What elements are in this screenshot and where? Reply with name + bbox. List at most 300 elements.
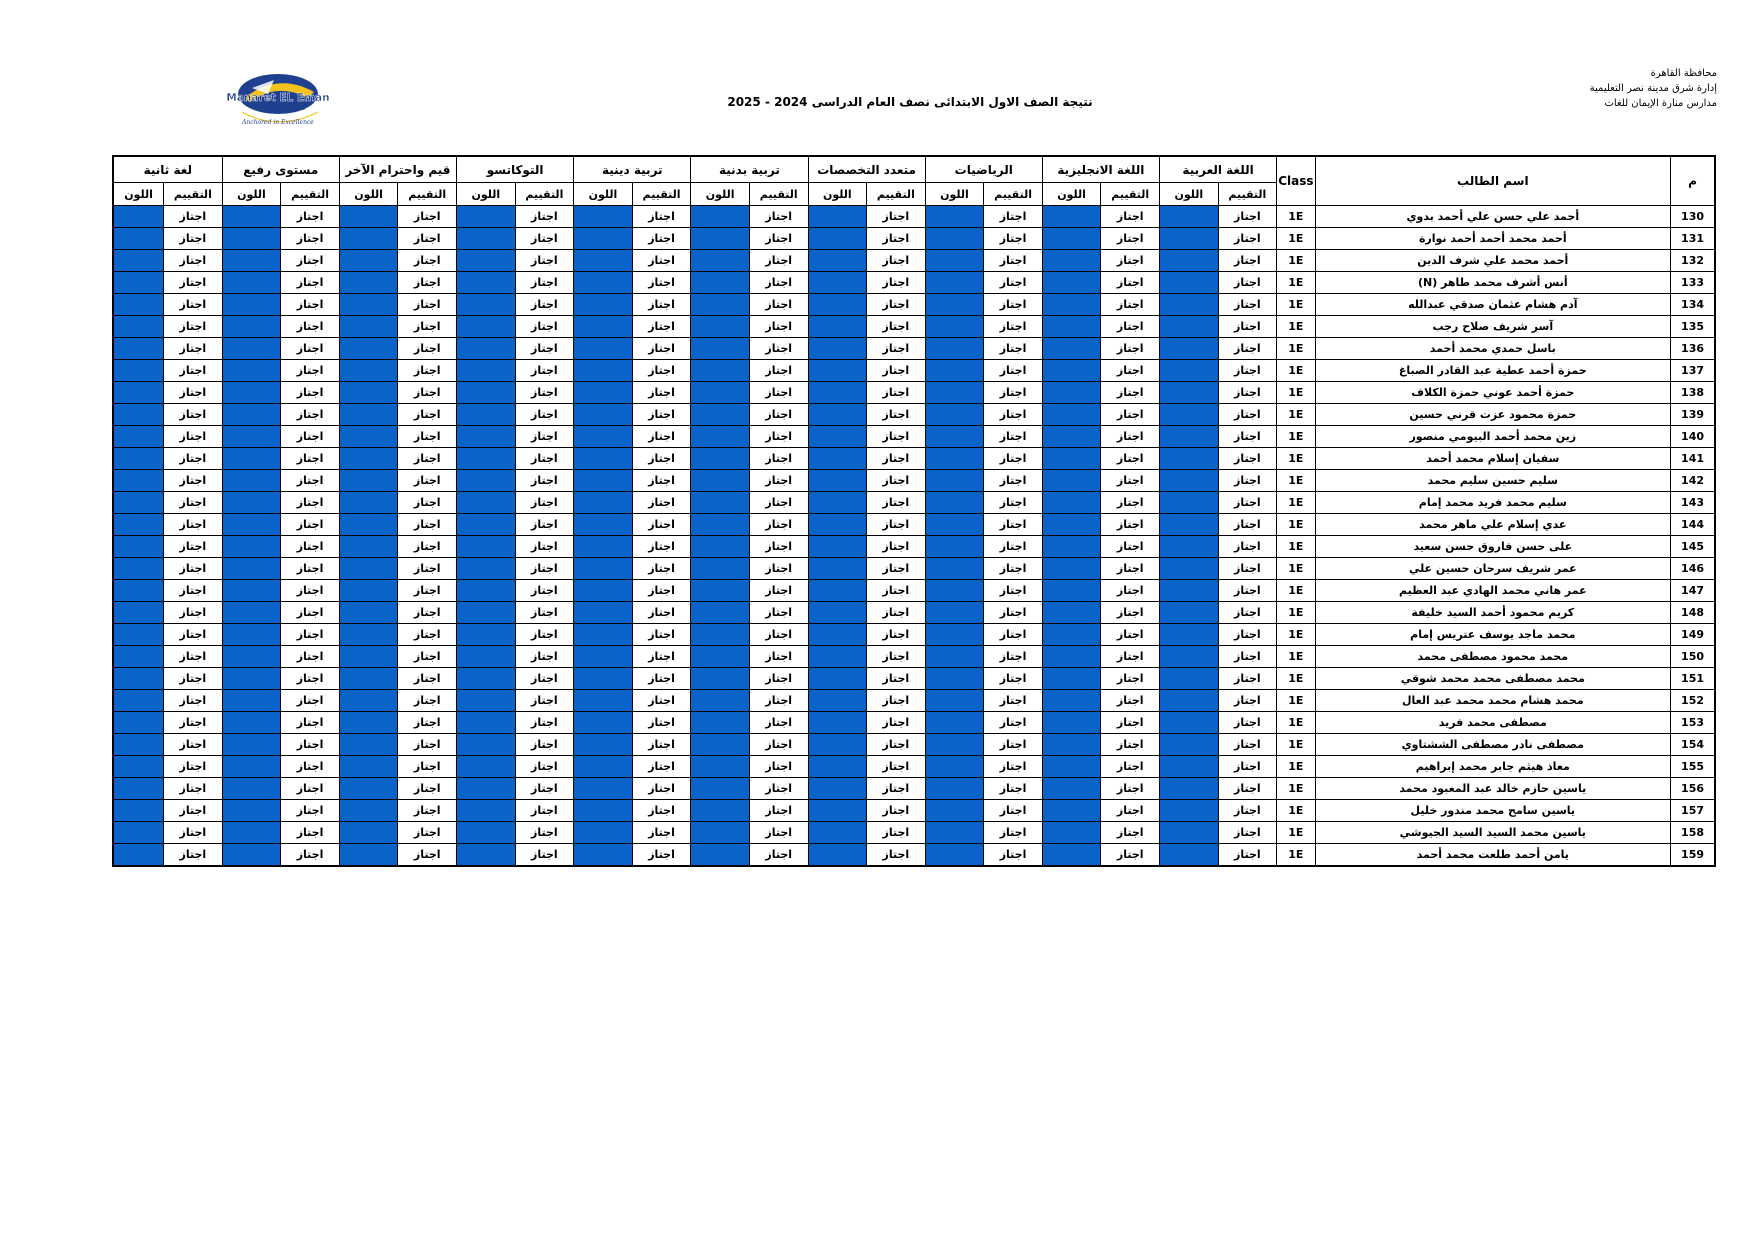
- color-cell: [574, 228, 633, 250]
- color-cell: [113, 624, 164, 646]
- grade-cell: اجتاز: [164, 426, 223, 448]
- table-row: [113, 580, 1715, 602]
- color-cell: [808, 558, 867, 580]
- color-cell: [113, 536, 164, 558]
- student-class: 1E: [1277, 756, 1315, 778]
- color-cell: [1042, 734, 1101, 756]
- student-number: 138: [1671, 382, 1715, 404]
- color-cell: [113, 382, 164, 404]
- grade-cell: اجتاز: [1218, 800, 1277, 822]
- student-name: باسل حمدي محمد أحمد: [1315, 338, 1671, 360]
- grade-cell: اجتاز: [398, 492, 457, 514]
- student-number: 132: [1671, 250, 1715, 272]
- table-row: [113, 844, 1715, 867]
- grade-cell: اجتاز: [867, 360, 926, 382]
- color-cell: [222, 228, 281, 250]
- grade-cell: اجتاز: [1101, 426, 1160, 448]
- student-number: 130: [1671, 206, 1715, 228]
- grade-cell: اجتاز: [749, 470, 808, 492]
- grade-cell: اجتاز: [281, 426, 340, 448]
- grade-cell: اجتاز: [984, 448, 1043, 470]
- grade-cell: اجتاز: [1218, 756, 1277, 778]
- grade-cell: اجتاز: [281, 822, 340, 844]
- color-cell: [574, 250, 633, 272]
- student-name: محمد هشام محمد محمد عبد العال: [1315, 690, 1671, 712]
- grade-cell: اجتاز: [398, 316, 457, 338]
- grade-cell: اجتاز: [984, 800, 1043, 822]
- table-row: [113, 228, 1715, 250]
- color-cell: [925, 646, 984, 668]
- school-info: [1457, 66, 1717, 111]
- color-cell: [925, 272, 984, 294]
- header-subject: قيم واحترام الآخر: [339, 156, 456, 183]
- color-cell: [222, 646, 281, 668]
- grade-cell: اجتاز: [515, 382, 574, 404]
- student-class: 1E: [1277, 272, 1315, 294]
- table-row: [113, 514, 1715, 536]
- color-cell: [925, 712, 984, 734]
- student-name: محمد ماجد يوسف عتريس إمام: [1315, 624, 1671, 646]
- table-row: [113, 624, 1715, 646]
- grade-cell: اجتاز: [281, 602, 340, 624]
- grade-cell: اجتاز: [749, 646, 808, 668]
- color-cell: [1159, 228, 1218, 250]
- student-class: 1E: [1277, 668, 1315, 690]
- color-cell: [339, 712, 398, 734]
- grade-cell: اجتاز: [984, 382, 1043, 404]
- color-cell: [925, 228, 984, 250]
- color-cell: [1159, 338, 1218, 360]
- grade-cell: اجتاز: [867, 250, 926, 272]
- grade-cell: اجتاز: [281, 360, 340, 382]
- color-cell: [339, 492, 398, 514]
- color-cell: [1159, 822, 1218, 844]
- color-cell: [113, 250, 164, 272]
- grade-cell: اجتاز: [984, 536, 1043, 558]
- color-cell: [1042, 646, 1101, 668]
- color-cell: [222, 294, 281, 316]
- color-cell: [1159, 470, 1218, 492]
- grade-cell: اجتاز: [984, 514, 1043, 536]
- grade-cell: اجتاز: [749, 624, 808, 646]
- student-number: 150: [1671, 646, 1715, 668]
- grade-cell: اجتاز: [281, 228, 340, 250]
- header-subject: اللغة العربية: [1159, 156, 1276, 183]
- header-subject: متعدد التخصصات: [808, 156, 925, 183]
- grade-cell: اجتاز: [749, 382, 808, 404]
- grade-cell: اجتاز: [1101, 844, 1160, 867]
- color-cell: [691, 206, 750, 228]
- color-cell: [1042, 558, 1101, 580]
- color-cell: [113, 712, 164, 734]
- color-cell: [222, 558, 281, 580]
- grade-cell: اجتاز: [398, 580, 457, 602]
- grade-cell: اجتاز: [1101, 272, 1160, 294]
- color-cell: [457, 514, 516, 536]
- color-cell: [1042, 250, 1101, 272]
- color-cell: [925, 800, 984, 822]
- header-color: اللون: [113, 183, 164, 206]
- grade-cell: اجتاز: [515, 646, 574, 668]
- grade-cell: اجتاز: [867, 316, 926, 338]
- header-color: اللون: [339, 183, 398, 206]
- student-name: على حسن فاروق حسن سعيد: [1315, 536, 1671, 558]
- color-cell: [1159, 492, 1218, 514]
- table-row: [113, 404, 1715, 426]
- student-class: 1E: [1277, 514, 1315, 536]
- grade-cell: اجتاز: [984, 778, 1043, 800]
- color-cell: [339, 206, 398, 228]
- color-cell: [113, 690, 164, 712]
- grade-cell: اجتاز: [515, 536, 574, 558]
- grade-cell: اجتاز: [632, 448, 691, 470]
- table-row: [113, 426, 1715, 448]
- grade-cell: اجتاز: [984, 316, 1043, 338]
- grade-cell: اجتاز: [632, 712, 691, 734]
- table-row: [113, 734, 1715, 756]
- grade-cell: اجتاز: [515, 404, 574, 426]
- student-number: 134: [1671, 294, 1715, 316]
- color-cell: [574, 844, 633, 867]
- table-row: [113, 800, 1715, 822]
- color-cell: [1042, 800, 1101, 822]
- color-cell: [339, 294, 398, 316]
- color-cell: [457, 712, 516, 734]
- student-number: 151: [1671, 668, 1715, 690]
- grade-cell: اجتاز: [398, 250, 457, 272]
- grade-cell: اجتاز: [749, 250, 808, 272]
- color-cell: [925, 338, 984, 360]
- header-color: اللون: [691, 183, 750, 206]
- logo-tagline: Anchored in Excellence: [242, 119, 314, 126]
- table-row: [113, 272, 1715, 294]
- student-class: 1E: [1277, 844, 1315, 867]
- grade-cell: اجتاز: [632, 316, 691, 338]
- grade-cell: اجتاز: [281, 294, 340, 316]
- color-cell: [691, 822, 750, 844]
- grade-cell: اجتاز: [164, 228, 223, 250]
- color-cell: [222, 668, 281, 690]
- grade-cell: اجتاز: [984, 580, 1043, 602]
- color-cell: [1042, 492, 1101, 514]
- student-class: 1E: [1277, 558, 1315, 580]
- grade-cell: اجتاز: [749, 800, 808, 822]
- color-cell: [574, 426, 633, 448]
- grade-cell: اجتاز: [164, 250, 223, 272]
- grade-cell: اجتاز: [1218, 624, 1277, 646]
- student-number: 155: [1671, 756, 1715, 778]
- grade-cell: اجتاز: [164, 734, 223, 756]
- student-name: مصطفى نادر مصطفى الششتاوي: [1315, 734, 1671, 756]
- header-color: اللون: [925, 183, 984, 206]
- grade-cell: اجتاز: [398, 668, 457, 690]
- grade-cell: اجتاز: [1101, 712, 1160, 734]
- color-cell: [574, 448, 633, 470]
- grade-cell: اجتاز: [632, 228, 691, 250]
- grade-cell: اجتاز: [749, 448, 808, 470]
- student-name: ياسين سامح محمد مندور خليل: [1315, 800, 1671, 822]
- document-title: نتيجة الصف الاول الابتدائى نصف العام الدراسى 2024 - 2025: [727, 95, 1093, 109]
- color-cell: [808, 822, 867, 844]
- grade-cell: اجتاز: [515, 844, 574, 867]
- grade-cell: اجتاز: [281, 448, 340, 470]
- color-cell: [691, 360, 750, 382]
- grade-cell: اجتاز: [1101, 558, 1160, 580]
- color-cell: [1159, 448, 1218, 470]
- color-cell: [808, 690, 867, 712]
- grade-cell: اجتاز: [984, 492, 1043, 514]
- table-row: [113, 690, 1715, 712]
- color-cell: [1159, 624, 1218, 646]
- grade-cell: اجتاز: [398, 426, 457, 448]
- color-cell: [222, 272, 281, 294]
- student-name: عدي إسلام علي ماهر محمد: [1315, 514, 1671, 536]
- grade-cell: اجتاز: [398, 470, 457, 492]
- grade-cell: اجتاز: [398, 690, 457, 712]
- grade-cell: اجتاز: [749, 580, 808, 602]
- logo-brand: Manaret EL Eman: [226, 92, 330, 104]
- grade-cell: اجتاز: [281, 536, 340, 558]
- color-cell: [925, 470, 984, 492]
- grade-cell: اجتاز: [984, 206, 1043, 228]
- student-name: عمر هاني محمد الهادي عبد العظيم: [1315, 580, 1671, 602]
- grade-cell: اجتاز: [515, 756, 574, 778]
- header-number: م: [1671, 156, 1715, 206]
- color-cell: [574, 404, 633, 426]
- grade-cell: اجتاز: [515, 558, 574, 580]
- grade-cell: اجتاز: [398, 778, 457, 800]
- grade-cell: اجتاز: [281, 646, 340, 668]
- grade-cell: اجتاز: [1101, 536, 1160, 558]
- grade-cell: اجتاز: [398, 536, 457, 558]
- color-cell: [691, 690, 750, 712]
- grade-cell: اجتاز: [984, 470, 1043, 492]
- header-grade: التقييم: [1101, 183, 1160, 206]
- grade-cell: اجتاز: [281, 844, 340, 867]
- color-cell: [222, 404, 281, 426]
- color-cell: [691, 338, 750, 360]
- color-cell: [1159, 778, 1218, 800]
- color-cell: [1159, 382, 1218, 404]
- grade-cell: اجتاز: [515, 602, 574, 624]
- grade-cell: اجتاز: [867, 492, 926, 514]
- color-cell: [1042, 272, 1101, 294]
- color-cell: [113, 822, 164, 844]
- grade-cell: اجتاز: [398, 602, 457, 624]
- color-cell: [574, 668, 633, 690]
- grade-cell: اجتاز: [164, 822, 223, 844]
- grade-cell: اجتاز: [398, 712, 457, 734]
- grade-cell: اجتاز: [281, 382, 340, 404]
- student-class: 1E: [1277, 426, 1315, 448]
- color-cell: [339, 778, 398, 800]
- grade-cell: اجتاز: [1101, 316, 1160, 338]
- color-cell: [339, 558, 398, 580]
- student-name: معاذ هيثم جابر محمد إبراهيم: [1315, 756, 1671, 778]
- grade-cell: اجتاز: [1101, 250, 1160, 272]
- color-cell: [113, 360, 164, 382]
- grade-cell: اجتاز: [632, 272, 691, 294]
- grade-cell: اجتاز: [867, 756, 926, 778]
- grade-cell: اجتاز: [984, 734, 1043, 756]
- color-cell: [808, 382, 867, 404]
- student-number: 146: [1671, 558, 1715, 580]
- grade-cell: اجتاز: [1101, 228, 1160, 250]
- color-cell: [113, 734, 164, 756]
- grade-cell: اجتاز: [984, 558, 1043, 580]
- school-logo-icon: [218, 70, 338, 136]
- color-cell: [222, 360, 281, 382]
- student-number: 145: [1671, 536, 1715, 558]
- grade-cell: اجتاز: [1101, 646, 1160, 668]
- grade-cell: اجتاز: [1218, 426, 1277, 448]
- color-cell: [1042, 778, 1101, 800]
- grade-cell: اجتاز: [1218, 712, 1277, 734]
- color-cell: [457, 492, 516, 514]
- grade-cell: اجتاز: [749, 756, 808, 778]
- color-cell: [574, 536, 633, 558]
- color-cell: [457, 822, 516, 844]
- color-cell: [457, 338, 516, 360]
- grade-cell: اجتاز: [1218, 514, 1277, 536]
- header-color: اللون: [574, 183, 633, 206]
- grade-cell: اجتاز: [164, 712, 223, 734]
- color-cell: [222, 712, 281, 734]
- grade-cell: اجتاز: [1218, 470, 1277, 492]
- header-color: اللون: [808, 183, 867, 206]
- grade-cell: اجتاز: [1218, 404, 1277, 426]
- grade-cell: اجتاز: [867, 778, 926, 800]
- grade-cell: اجتاز: [984, 250, 1043, 272]
- student-class: 1E: [1277, 250, 1315, 272]
- color-cell: [457, 228, 516, 250]
- student-name: ياسين حازم خالد عبد المعبود محمد: [1315, 778, 1671, 800]
- grade-cell: اجتاز: [1101, 206, 1160, 228]
- color-cell: [691, 558, 750, 580]
- color-cell: [113, 668, 164, 690]
- grade-cell: اجتاز: [867, 844, 926, 867]
- student-name: أحمد علي حسن علي أحمد بدوي: [1315, 206, 1671, 228]
- grade-cell: اجتاز: [749, 492, 808, 514]
- color-cell: [222, 536, 281, 558]
- color-cell: [1042, 602, 1101, 624]
- student-name: حمزة أحمد عوني حمزة الكلاف: [1315, 382, 1671, 404]
- header-grade: التقييم: [867, 183, 926, 206]
- color-cell: [1159, 668, 1218, 690]
- grade-cell: اجتاز: [632, 690, 691, 712]
- student-class: 1E: [1277, 690, 1315, 712]
- grade-cell: اجتاز: [164, 294, 223, 316]
- color-cell: [574, 558, 633, 580]
- student-number: 147: [1671, 580, 1715, 602]
- color-cell: [574, 734, 633, 756]
- grade-cell: اجتاز: [867, 448, 926, 470]
- grade-cell: اجتاز: [632, 206, 691, 228]
- grade-cell: اجتاز: [1218, 316, 1277, 338]
- grade-cell: اجتاز: [632, 602, 691, 624]
- student-name: آسر شريف صلاح رجب: [1315, 316, 1671, 338]
- color-cell: [1159, 580, 1218, 602]
- student-name: محمد محمود مصطفى محمد: [1315, 646, 1671, 668]
- color-cell: [457, 382, 516, 404]
- color-cell: [1042, 844, 1101, 867]
- student-number: 159: [1671, 844, 1715, 867]
- student-class: 1E: [1277, 602, 1315, 624]
- grade-cell: اجتاز: [398, 646, 457, 668]
- color-cell: [808, 206, 867, 228]
- grade-cell: اجتاز: [749, 734, 808, 756]
- header-grade: التقييم: [281, 183, 340, 206]
- color-cell: [808, 580, 867, 602]
- grade-cell: اجتاز: [867, 382, 926, 404]
- grade-cell: اجتاز: [1218, 536, 1277, 558]
- color-cell: [113, 646, 164, 668]
- grade-cell: اجتاز: [281, 734, 340, 756]
- grade-cell: اجتاز: [749, 778, 808, 800]
- color-cell: [574, 382, 633, 404]
- color-cell: [457, 294, 516, 316]
- color-cell: [1042, 228, 1101, 250]
- color-cell: [339, 734, 398, 756]
- color-cell: [113, 470, 164, 492]
- grade-cell: اجتاز: [281, 756, 340, 778]
- student-name: محمد مصطفى محمد محمد شوقي: [1315, 668, 1671, 690]
- color-cell: [808, 360, 867, 382]
- color-cell: [574, 756, 633, 778]
- grade-cell: اجتاز: [1101, 294, 1160, 316]
- student-number: 139: [1671, 404, 1715, 426]
- color-cell: [222, 470, 281, 492]
- grade-cell: اجتاز: [1218, 778, 1277, 800]
- color-cell: [808, 668, 867, 690]
- grade-cell: اجتاز: [749, 206, 808, 228]
- table-row: [113, 382, 1715, 404]
- grade-cell: اجتاز: [632, 822, 691, 844]
- grade-cell: اجتاز: [1218, 822, 1277, 844]
- grade-cell: اجتاز: [867, 646, 926, 668]
- grade-cell: اجتاز: [164, 558, 223, 580]
- grade-cell: اجتاز: [1218, 250, 1277, 272]
- color-cell: [1159, 734, 1218, 756]
- grade-cell: اجتاز: [867, 668, 926, 690]
- grade-cell: اجتاز: [1101, 382, 1160, 404]
- grade-cell: اجتاز: [1101, 624, 1160, 646]
- grade-cell: اجتاز: [281, 514, 340, 536]
- table-row: [113, 338, 1715, 360]
- header-color: اللون: [1042, 183, 1101, 206]
- color-cell: [691, 800, 750, 822]
- color-cell: [925, 316, 984, 338]
- grade-cell: اجتاز: [984, 756, 1043, 778]
- color-cell: [574, 602, 633, 624]
- grade-cell: اجتاز: [164, 316, 223, 338]
- color-cell: [691, 712, 750, 734]
- grade-cell: اجتاز: [164, 470, 223, 492]
- grade-cell: اجتاز: [984, 668, 1043, 690]
- student-class: 1E: [1277, 800, 1315, 822]
- color-cell: [1159, 360, 1218, 382]
- grade-cell: اجتاز: [515, 822, 574, 844]
- grade-cell: اجتاز: [984, 646, 1043, 668]
- color-cell: [113, 272, 164, 294]
- color-cell: [222, 734, 281, 756]
- grade-cell: اجتاز: [1218, 448, 1277, 470]
- grade-cell: اجتاز: [164, 338, 223, 360]
- color-cell: [691, 734, 750, 756]
- color-cell: [808, 514, 867, 536]
- grade-cell: اجتاز: [1218, 580, 1277, 602]
- color-cell: [339, 800, 398, 822]
